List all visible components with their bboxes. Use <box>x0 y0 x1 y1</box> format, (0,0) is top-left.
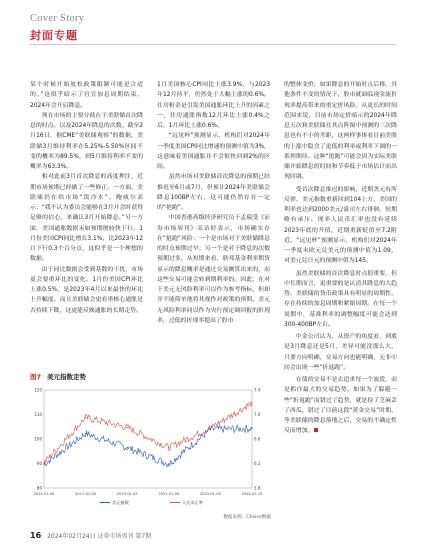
data-point <box>43 462 44 463</box>
data-point <box>251 402 252 403</box>
data-point <box>85 433 86 434</box>
data-point <box>85 417 86 418</box>
y-left-tick-label: 80 <box>36 485 42 491</box>
page-footer <box>30 531 151 540</box>
y-right-tick-label: 6.2 <box>254 461 261 466</box>
x-tick-label: 2015-01-05 <box>33 492 55 496</box>
data-point <box>168 463 169 464</box>
data-point <box>210 429 211 430</box>
figure-number: 图7 <box>30 373 42 381</box>
data-point <box>127 427 128 428</box>
paragraph: 中国香港高级经济研究员于孟瑞受《证券市场周刊》采访时表示，市场确实存在“抢跑”风险：一个是市场对于美联储降息的时点预期过早；另一个是对于降息的次数预期过多。从短期来看，联邦基金利率期货显示的降息概率是通过交易侧算出来的，而这些交易可能会转到期利率的。因此，在对于美元无风险利率可以作为参考指标，但却并不能简单地将其视作对政策的预期。美元无风险利率同以作为央行预定调回报的折现率，过低的折现率提高了股市 <box>157 215 270 324</box>
paragraph: 由于同比数据会受到基数的干扰，市场更会要重环比的变化。1月份美国CPI环比上涨0.5%，是2023年4月以来最快的环比上升幅度。而且美联储会更看重核心通胀是否持续下降，这更能反映通胀的长期走势。 <box>30 266 143 314</box>
y-right-tick-label: 6.6 <box>254 436 261 442</box>
figure-title <box>30 372 271 381</box>
paragraph: 现在市场的主要分歧在于美联储首次降息的时点。以及2024年降息的次数。截至2月16日，据CME“美联储观察”的数据，美联储3月维持利率在5.25%-5.50%区间不变的概率为89.5%，到5月维持利率不变的概率为63.3%。 <box>30 112 143 170</box>
paragraph: 某个时候开始放松政策限制可能是合适的。”这似乎暗示了官宣加息周期结束，2024年会开启降息。 <box>30 82 143 109</box>
article-column-3 <box>284 80 397 439</box>
data-point <box>251 428 252 429</box>
series-line <box>44 402 252 465</box>
paragraph: 虽然美联储的首次降息时点很重要，但中长期而言，更重要的是认清其降息的大趋势。美联储的货币政策具有明显的周期性，存在持续的加息周期和紧缩周期。在每一个周期中，基准利率的调整幅度可能会达到300-400BP左右。 <box>284 270 397 328</box>
figure-7 <box>30 372 271 522</box>
y-right-tick-label: 5.8 <box>254 485 261 491</box>
x-tick-label: 2023-01-05 <box>199 492 221 496</box>
data-point <box>127 447 128 448</box>
x-tick-label: 2019-01-05 <box>116 492 138 496</box>
paragraph: 的整体变价，如果降息的开始时点后移，其他条件不变的情况下，股市就面临现金流折现率提高带来的重定价风险。从更长的时间范围来说，目前市场定价暗示的2024年降息五次和美联储在其点阵图中预测的三次降息也有不小的差距，这两样事体看目前美股的上涨中隐含了更低的利率或利率下调的一系列期待。这种“抢跑”可能会因为实际美联储开始降息的时间和节奏低于市场估计而出现回调。 <box>284 82 397 181</box>
legend-label: 人民币汇率 <box>182 500 203 505</box>
header-divider <box>30 44 396 45</box>
y-left-tick-label: 120 <box>34 387 42 393</box>
paragraph: 1月美国核心CPI同比上涨3.9%，与2023年12月持平，仍然处于大幅上涨的0.6%。住房租金是引发美国通胀环比上升的因素之一，住房通胀指数12月环比上涨0.4%之后，1月环比上涨0.6%。 <box>157 82 270 129</box>
y-right-tick-label: 7.4 <box>254 387 261 393</box>
legend-label: 美元指数 <box>112 500 129 505</box>
figure-caption: 美元指数走势 <box>47 373 87 381</box>
y-left-tick-label: 100 <box>34 436 42 442</box>
series-line <box>44 425 252 467</box>
article-column-2 <box>157 80 270 326</box>
x-tick-label: 2021-01-05 <box>158 492 180 496</box>
paragraph: 中金公司认为，从资产的角度看，到底是3月降息还是5月，差异可能没那么大，只要方向明确，交易方向也能明确，无非中间会出现一些“折返跑”。 <box>284 334 397 371</box>
y-left-tick-label: 90 <box>36 461 42 466</box>
x-tick-label: 2017-01-05 <box>75 492 97 496</box>
article-column-1 <box>30 80 143 316</box>
paragraph: “远见杯”预测显示，机构们对2024年一季度美国CPI同比增速的预测中值为3%，这意味着美国通胀并不会很快回到2%的区间。 <box>157 133 270 170</box>
end-mark-icon <box>314 428 318 432</box>
issue-info: 2024年02月24日 证券市场周刊 第7期 <box>47 533 152 540</box>
paragraph: 在债的交易不是去追求每一个波段，而是抓住最大的交易趋势。如果为了躲避一些“折返跑”而错过了趋势，就是捡了芝麻丢了西瓜。错过了目前这段“黄金交易”时期，等美联储的降息落地之后，交易的不确定性反而增加。 <box>284 377 397 435</box>
page-number: 16 <box>30 531 42 540</box>
line-chart <box>30 384 271 519</box>
data-point <box>210 427 211 428</box>
paragraph: 虽然市场对美联储首次降息的预期已经推迟至6月或7月，但预计2024年美联储会降息100BP左右，这可能仍然存在一定的“抢跑”。 <box>157 174 270 211</box>
section-title-en: Cover Story <box>30 13 85 24</box>
paragraph: 相对此前3月首次降息的高度押注，近期市场预期已经做了一些修正。一方面，美联储仍在给市场“泼冷水”。鲍威尔表示：“我不认为委员会能够在3月开会时获得足够的信心，来确认3月开始降息。”另一方面，美国通胀数据未如预期般较快下行。1月份美国CPI同比增长3.1%，比2023年12月下行0.3个百分点，这似乎是一个理想的数据。 <box>30 174 143 263</box>
data-point <box>168 447 169 448</box>
paragraph: 受首次降息推迟的影响，近期美元有所反弹，美元指数重新回到104上方，美国的利率也达到2000美元/盎司左右徘徊，短期略有承压。现率人民币汇率也没有延续2023年底的升值，近期重新贬值至7.2附近。“远见杯”预测显示，机构们对2024年一季度末欧元兑美元的预测中值为1.09，对美元兑日元的预测中值为145。 <box>284 186 397 265</box>
x-tick-label: 2024-02-15 <box>241 492 263 496</box>
section-title-cn: 封面专题 <box>30 29 78 42</box>
y-left-tick-label: 110 <box>34 412 42 417</box>
y-right-tick-label: 7.0 <box>254 412 261 417</box>
figure-source: 数据来源：Choice数据 <box>223 515 271 520</box>
